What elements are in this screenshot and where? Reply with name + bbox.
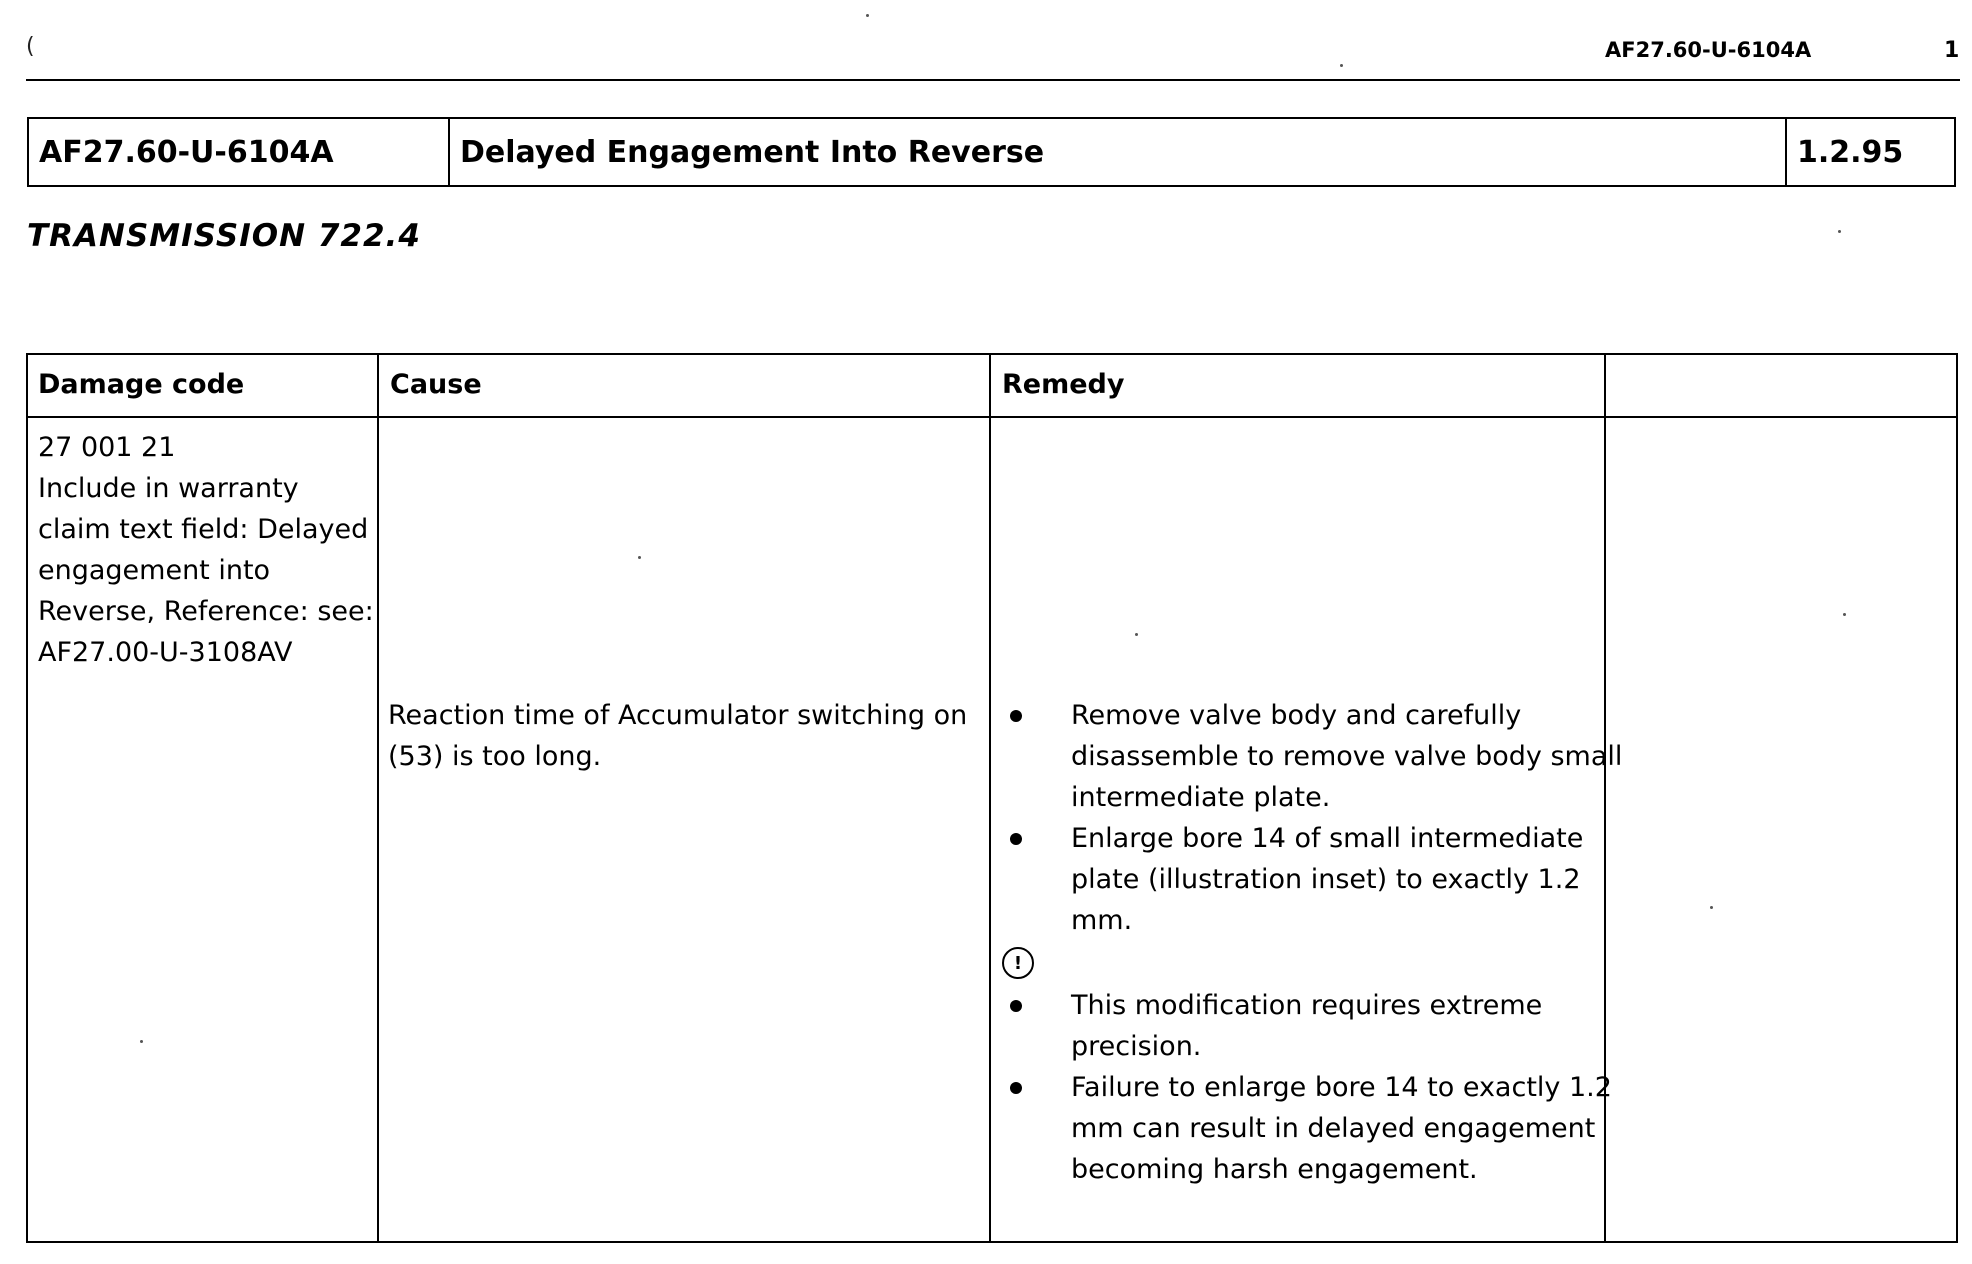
remedy-cell — [998, 695, 1638, 1190]
cause-line: (53) is too long. — [388, 741, 602, 772]
header-doc-code: AF27.60-U-6104A — [1605, 38, 1812, 62]
scan-speck — [866, 14, 869, 17]
header-rule — [26, 79, 1960, 81]
scan-speck — [1843, 613, 1846, 616]
bullet-icon — [1010, 710, 1022, 722]
damage-line: Reverse, Reference: see: — [38, 596, 374, 627]
scan-speck — [1135, 633, 1138, 636]
remedy-text: Enlarge bore 14 of small intermediate plate (illustration inset) to exactly 1.2 mm. — [1071, 823, 1584, 936]
damage-code-cell — [38, 427, 398, 673]
remedy-item — [998, 818, 1638, 941]
cause-line: Reaction time of Accumulator switching on — [388, 700, 968, 731]
damage-line: 27 001 21 — [38, 432, 176, 463]
header-margin-mark: ( — [26, 34, 35, 59]
title-date: 1.2.95 — [1797, 134, 1904, 170]
scan-speck — [1710, 906, 1713, 909]
scan-speck — [1838, 230, 1841, 233]
header-damage-code: Damage code — [38, 369, 245, 400]
title-box — [27, 117, 1956, 187]
damage-line: engagement into — [38, 555, 271, 586]
title-subject: Delayed Engagement Into Reverse — [450, 119, 1787, 185]
note-item — [998, 985, 1638, 1067]
scan-speck — [140, 1040, 143, 1043]
bullet-icon — [1010, 833, 1022, 845]
note-text: Failure to enlarge bore 14 to exactly 1.2 mm can result in delayed engagement becoming harsh engagement. — [1071, 1072, 1612, 1185]
note-text: This modification requires extreme precision. — [1071, 990, 1543, 1062]
header-remedy: Remedy — [1002, 369, 1125, 400]
damage-table — [26, 353, 1958, 1243]
caution-icon: ! — [1002, 947, 1034, 979]
damage-line: claim text field: Delayed — [38, 514, 369, 545]
bullet-icon — [1010, 1000, 1022, 1012]
damage-line: AF27.00-U-3108AV — [38, 637, 293, 668]
cause-cell — [388, 695, 1008, 777]
bullet-icon — [1010, 1082, 1022, 1094]
damage-line: Include in warranty — [38, 473, 299, 504]
title-code: AF27.60-U-6104A — [29, 119, 450, 185]
remedy-text: Remove valve body and carefully disassemble to remove valve body small intermediate plate. — [1071, 700, 1623, 813]
scan-speck — [638, 556, 641, 559]
remedy-item — [998, 695, 1638, 818]
column-divider — [989, 355, 991, 1241]
header-divider — [28, 416, 1956, 418]
header-page-number: 1 — [1944, 38, 1960, 63]
section-subtitle: TRANSMISSION 722.4 — [27, 218, 421, 254]
header-cause: Cause — [390, 369, 482, 400]
note-item — [998, 1067, 1638, 1190]
scan-speck — [1340, 64, 1343, 67]
